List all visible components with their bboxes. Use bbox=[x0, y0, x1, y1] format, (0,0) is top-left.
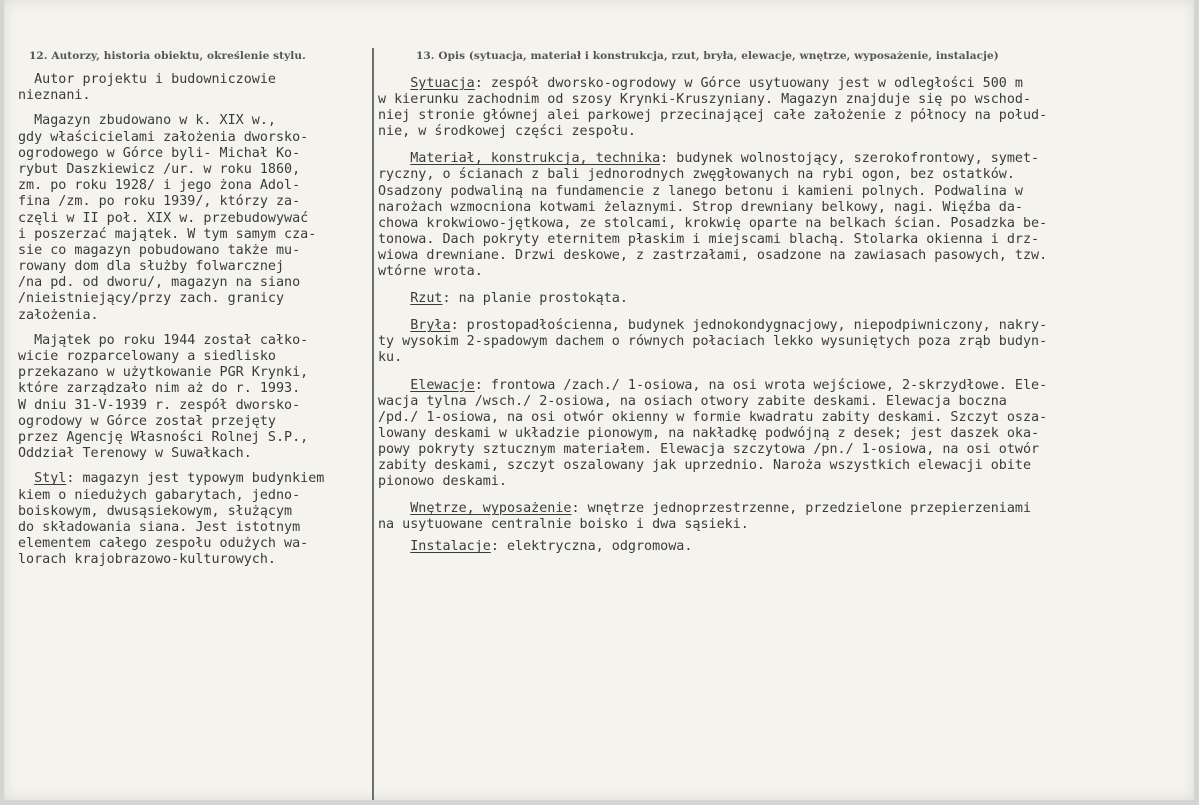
text-line: nie, w środkowej części zespołu. bbox=[378, 124, 636, 140]
wnetrze-paragraph bbox=[378, 501, 1178, 533]
form-sheet bbox=[4, 0, 1194, 800]
text-line: /na pd. od dworu/, magazyn na siano bbox=[18, 275, 301, 291]
text-line: częli w II poł. XIX w. przebudowywać bbox=[18, 210, 309, 226]
text-line: Wnętrze, wyposażenie: wnętrze jednoprzestrzenne, przedzielone przepierzeniami bbox=[410, 501, 1032, 517]
text-line: tonowa. Dach pokryty eternitem płaskim i miejscami blachą. Stolarka okienna i drz- bbox=[378, 231, 1040, 247]
text-line: przekazano w użytkowanie PGR Krynki, bbox=[18, 365, 309, 381]
material-paragraph bbox=[378, 151, 1178, 280]
text-line: niej stronie głównej alei parkowej przecinającej całe założenie z północy na połud- bbox=[378, 108, 1048, 124]
text-line: elementem całego zespołu odużych wa- bbox=[18, 536, 309, 552]
authors-paragraph bbox=[18, 72, 373, 104]
text-line: gdy właścicielami założenia dworsko- bbox=[18, 129, 309, 145]
text-line: wtórne wrota. bbox=[378, 264, 483, 280]
text-line: do składowania siana. Jest istotnym bbox=[18, 519, 301, 535]
text-line: wacja tylna /wsch./ 2-osiowa, na osiach otwory zabite deskami. Elewacja boczna bbox=[378, 393, 1007, 409]
material-label: Materiał, konstrukcja, technika bbox=[410, 151, 661, 167]
text-line: Autor projektu i budowniczowie bbox=[18, 72, 276, 87]
text-line: Sytuacja: zespół dworsko-ogrodowy w Górce usytuowany jest w odległości 500 m bbox=[410, 76, 1023, 91]
section-12-header: 12. Autorzy, historia obiektu, określenie stylu. bbox=[29, 50, 306, 62]
text-line: i poszerzać majątek. W tym samym cza- bbox=[18, 226, 317, 242]
text-line bbox=[18, 471, 373, 487]
text-line: na usytuowane centralnie boisko i dwa sąsieki. bbox=[378, 517, 749, 533]
section-13-header: 13. Opis (sytuacja, materiał i konstrukcja, rzut, bryła, elewacje, wnętrze, wyposażenie, instalacje) bbox=[416, 50, 999, 62]
text-line: pionowo deskami. bbox=[378, 474, 507, 490]
text-line: lowany deskami w układzie pionowym, na nakładkę podwójną z desek; jest daszek oka- bbox=[378, 425, 1040, 441]
text-line: zm. po roku 1928/ i jego żona Adol- bbox=[18, 178, 301, 194]
sytuacja-paragraph bbox=[378, 76, 1178, 140]
text-line: W dniu 31-V-1939 r. zespół dworsko- bbox=[18, 397, 301, 413]
text-line: narożach wzmocniona kotwami żelaznymi. Strop drewniany belkowy, nagi. Więźba da- bbox=[378, 199, 1023, 215]
text-line: Bryła: prostopadłościenna, budynek jednokondygnacjowy, niepodpiwniczony, nakry- bbox=[410, 318, 1048, 334]
text-line: boiskowym, dwusąsiekowym, służącym bbox=[18, 503, 293, 519]
text-line: Osadzony podwaliną na fundamencie z lanego betonu i kamieni polnych. Podwalina w bbox=[378, 183, 1023, 199]
text-line: Oddział Terenowy w Suwałkach. bbox=[18, 446, 252, 462]
bryla-paragraph bbox=[378, 318, 1178, 366]
text-line: ku. bbox=[378, 350, 403, 366]
text-line: w kierunku zachodnim od szosy Krynki-Kruszyniany. Magazyn znajduje się po wschod- bbox=[378, 92, 1032, 108]
text-line: lorach krajobrazowo-kulturowych. bbox=[18, 552, 276, 568]
text-line: /pd./ 1-osiowa, na osi otwór okienny w formie kwadratu zabity deskami. Szczyt osza- bbox=[378, 409, 1048, 425]
elewacje-paragraph bbox=[378, 378, 1178, 491]
text-line: Elewacje: frontowa /zach./ 1-osiowa, na osi wrota wejściowe, 2-skrzydłowe. Ele- bbox=[410, 377, 1048, 393]
authors-history-column bbox=[18, 72, 373, 568]
text-line: fina /zm. po roku 1939/, którzy za- bbox=[18, 194, 301, 210]
text-line: przez Agencję Własności Rolnej S.P., bbox=[18, 429, 309, 445]
text-line: powy pokryty sztucznym materiałem. Elewacja szczytowa /pn./ 1-osiowa, na osi otwór bbox=[378, 441, 1040, 457]
instalacje-paragraph bbox=[378, 539, 1178, 555]
text-line: rowany dom dla służby folwarcznej bbox=[18, 259, 285, 275]
text-line: nieznani. bbox=[18, 88, 91, 104]
text-line: założenia. bbox=[18, 307, 99, 323]
history-paragraph-1 bbox=[18, 113, 373, 323]
text-line: sie co magazyn pobudowano także mu- bbox=[18, 242, 301, 258]
text-line: kiem o niedużych gabarytach, jedno- bbox=[18, 487, 301, 503]
history-paragraph-2 bbox=[18, 333, 373, 463]
text-line: /nieistniejący/przy zach. granicy bbox=[18, 291, 285, 307]
text-line: Majątek po roku 1944 został całko- bbox=[18, 332, 309, 348]
style-paragraph bbox=[18, 471, 373, 568]
text-line: ty wysokim 2-spadowym dachem o równych połaciach lekko wysuniętych poza zrąb budyn- bbox=[378, 334, 1048, 350]
text-line: zabity deskami, szczyt oszalowany jak uprzednio. Naroża wszystkich elewacji obite bbox=[378, 457, 1032, 473]
text-line: wicie rozparcelowany a siedlisko bbox=[18, 349, 276, 364]
description-column bbox=[378, 76, 1178, 555]
text-line: ryczny, o ścianach z bali jednorodnych zwęgłowanych na rybi ogon, bez ostatków. bbox=[378, 167, 1015, 183]
text-line: rybut Daszkiewicz /ur. w roku 1860, bbox=[18, 161, 301, 177]
text-line: wiowa drewniane. Drzwi deskowe, z zastrzałami, osadzone na zawiasach pasowych, tzw. bbox=[378, 247, 1048, 263]
bryla-label: Bryła bbox=[410, 318, 451, 334]
text-line: które zarządzało nim aż do r. 1993. bbox=[18, 381, 301, 397]
text-line: Instalacje: elektryczna, odgromowa. bbox=[410, 539, 693, 555]
text-line: ogrodowy w Górce został przejęty bbox=[18, 413, 276, 429]
style-text: : magazyn jest typowym budynkiem bbox=[66, 471, 325, 487]
elewacje-label: Elewacje bbox=[410, 377, 475, 393]
text-line: Materiał, konstrukcja, technika: budynek wolnostojący, szerokofrontowy, symet- bbox=[410, 151, 1040, 167]
rzut-paragraph bbox=[378, 291, 1178, 307]
text-line: Magazyn zbudowano w k. XIX w., bbox=[18, 113, 276, 129]
sytuacja-label: Sytuacja bbox=[410, 76, 475, 91]
rzut-label: Rzut bbox=[410, 291, 443, 307]
text-line: ogrodowego w Górce byli- Michał Ko- bbox=[18, 145, 301, 161]
text-line: Rzut: na planie prostokąta. bbox=[410, 291, 628, 307]
style-label: Styl bbox=[34, 471, 67, 487]
instalacje-label: Instalacje bbox=[410, 539, 491, 555]
text-line: chowa krokwiowo-jętkowa, ze stolcami, krokwię oparte na belkach ścian. Posadzka be- bbox=[378, 215, 1048, 231]
wnetrze-label: Wnętrze, wyposażenie bbox=[410, 501, 572, 517]
